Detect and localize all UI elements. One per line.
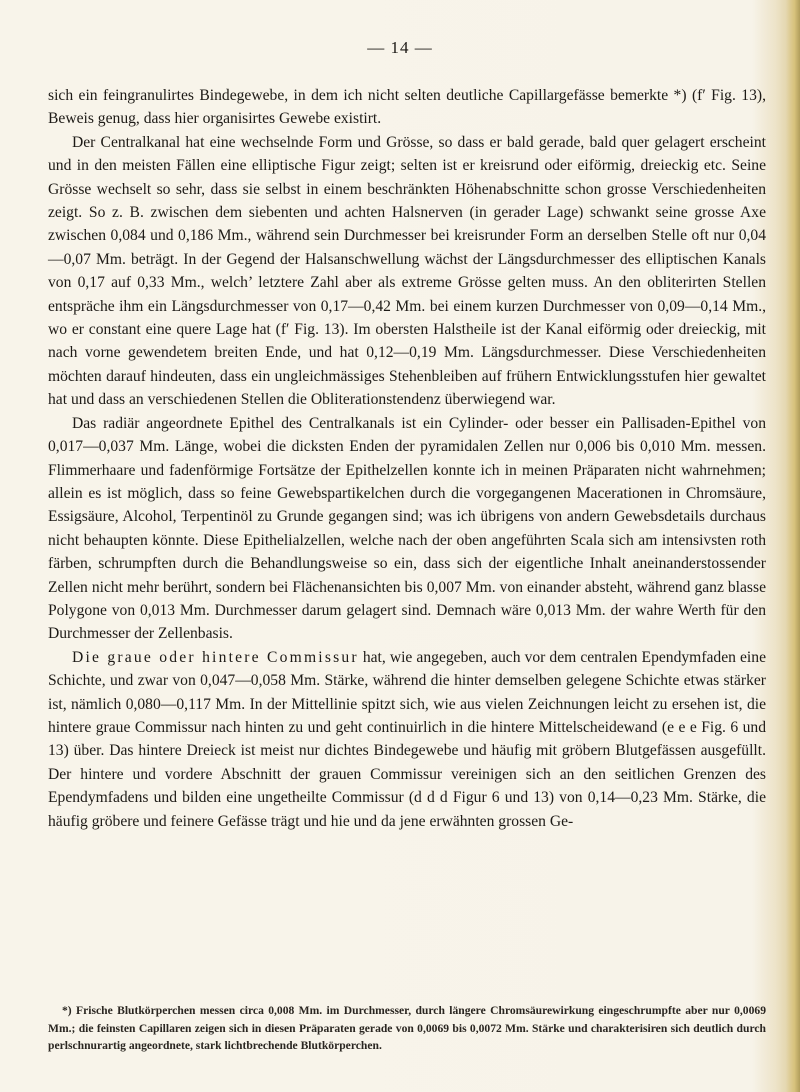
footnote: *) Frische Blutkörperchen messen circa 0,008 Mm. im Durchmesser, durch längere Chromsäurewirkung eingeschrumpfte aber nur 0,0069 Mm.; die feinsten Capillaren zeigen sich in diesen Präparaten gerade von 0,0069 bis 0,0072 Mm. Stärke und charakterisiren sich deutlich durch perlschnurartig angeordnete, stark lichtbrechende Blutkörperchen. <box>48 1004 766 1052</box>
paragraph-3: Das radiär angeordnete Epithel des Centralkanals ist ein Cylinder- oder besser ein Pallisaden-Epithel von 0,017—0,037 Mm. Länge, wobei die dicksten Enden der pyramidalen Zellen nur 0,006 bis 0,010 Mm. messen. Flimmerhaare und fadenförmige Fortsätze der Epithelzellen konnte ich in meinen Präparaten nicht wahrnehmen; allein es ist möglich, dass so feine Gewebspartikelchen durch die vorgegangenen Macerationen in Chromsäure, Essigsäure, Alcohol, Terpentinöl zu Grunde gegangen sind; was ich übrigens von andern Gewebsdetails durchaus nicht behaupten könnte. Diese Epithelialzellen, welche nach der oben angeführten Scala sich am intensivsten roth färben, schrumpften durch die Behandlungsweise so ein, dass sich der eigentliche Inhalt aneinanderstossender Zellen nicht mehr berührt, sondern bei Flächenansichten bis 0,007 Mm. von einander absteht, während ganz blasse Polygone von 0,013 Mm. Durchmesser darum gelagert sind. Demnach wäre 0,013 Mm. der wahre Werth für den Durchmesser der Zellenbasis. <box>48 414 766 643</box>
paragraph-2: Der Centralkanal hat eine wechselnde Form und Grösse, so dass er bald gerade, bald quer gelagert erscheint und in den meisten Fällen eine elliptische Figur zeigt; selten ist er kreisrund oder eiförmig, dreieckig etc. Seine Grösse wechselt so sehr, dass sie selbst in einem beschränkten Höhenabschnitte schon grosse Verschiedenheiten zeigt. So z. B. zwischen dem siebenten und achten Halsnerven (in gerader Lage) schwankt seine grosse Axe zwischen 0,084 und 0,186 Mm., während sein Durchmesser bei kreisrunder Form an derselben Stelle oft nur 0,04—0,07 Mm. beträgt. In der Gegend der Halsanschwellung wächst der Längsdurchmesser des elliptischen Kanals von 0,17 auf 0,33 Mm., welch’ letztere Zahl aber als extreme Grösse gelten muss. An den obliterirten Stellen entspräche ihm ein Längsdurchmesser von 0,17—0,42 Mm. bei einem kurzen Durchmesser von 0,09—0,14 Mm., wo er constant eine quere Lage hat (f′ Fig. 13). Im obersten Halstheile ist der Kanal eiförmig oder dreieckig, mit nach vorne gewendetem breiten Ende, und hat 0,12—0,19 Mm. Längsdurchmesser. Diese Verschiedenheiten möchten darauf hindeuten, dass ein ungleichmässiges Stehenbleiben auf frühern Entwicklungsstufen hier gewaltet hat und dass an verschiedenen Stellen die Obliterationstendenz überwiegend war. <box>48 133 766 409</box>
page-binding-edge <box>786 0 800 1092</box>
paragraph-1: sich ein feingranulirtes Bindegewebe, in dem ich nicht selten deutliche Capillargefässe bemerkte *) (f′ Fig. 13), Beweis genug, dass hier organisirtes Gewebe existirt. <box>48 87 766 128</box>
paragraph-4 <box>48 646 766 833</box>
paragraph-4-rest: hat, wie angegeben, auch vor dem centralen Ependymfaden eine Schichte, und zwar von 0,047—0,058 Mm. Stärke, während die hinter demselben gelegene Schichte etwas stärker ist, nämlich 0,080—0,117 Mm. In der Mittellinie spitzt sich, wie aus vielen Zeichnungen leicht zu ersehen ist, die hintere graue Commissur nach hinten zu und geht continuirlich in die hintere Mittelscheidewand (e e e Fig. 6 und 13) über. Das hintere Dreieck ist meist nur dichtes Bindegewebe und häufig mit gröbern Blutgefässen ausgefüllt. Der hintere und vordere Abschnitt der grauen Commissur vereinigen sich an den seitlichen Grenzen des Ependymfadens und bilden eine ungetheilte Commissur (d d d Figur 6 und 13) von 0,14—0,23 Mm. Stärke, die häufig gröbere und feinere Gefässe trägt und hie und da jene erwähnten grossen Ge- <box>48 648 766 830</box>
page-number: — 14 — <box>367 38 433 57</box>
paragraph-4-spaced-lead: Die graue oder hintere Commissur <box>72 648 359 666</box>
body-text <box>48 84 766 833</box>
